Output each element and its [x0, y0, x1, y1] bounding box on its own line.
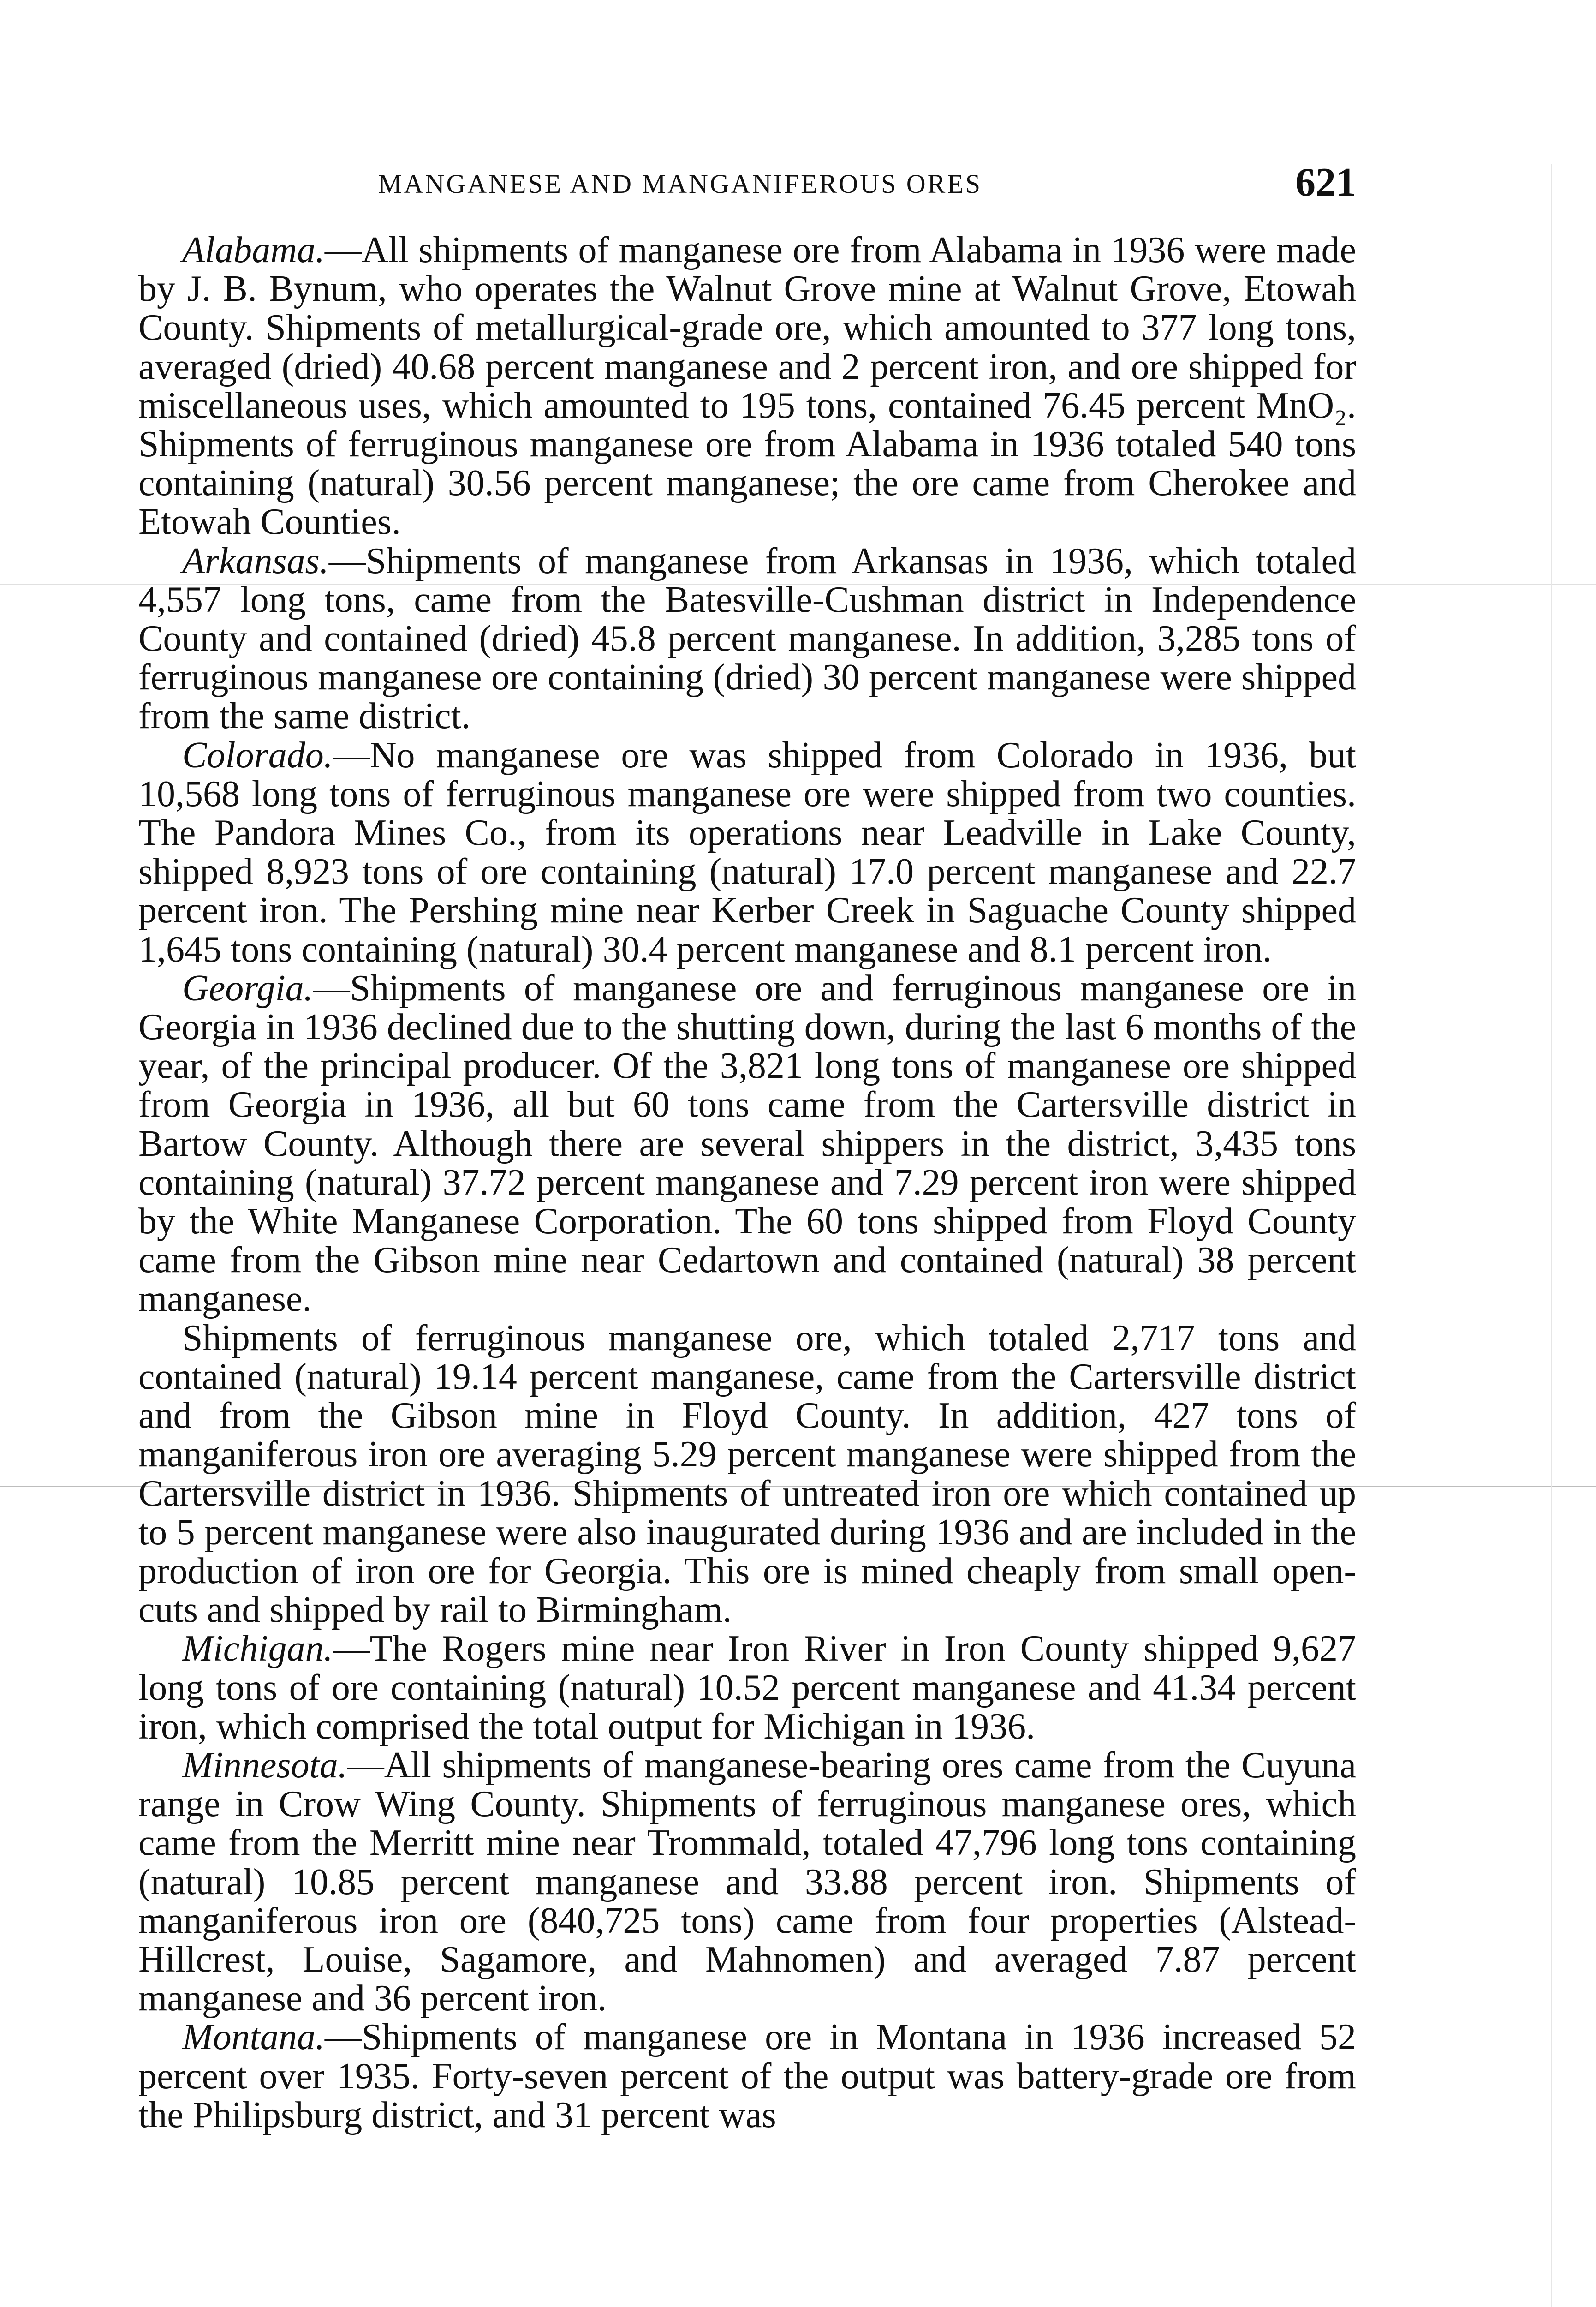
running-head [138, 159, 1356, 210]
paragraph-georgia [138, 969, 1356, 1319]
paragraph-lead: Alabama. [182, 230, 325, 270]
paragraph-lead: Montana. [182, 2017, 325, 2058]
body-text [138, 231, 1356, 2134]
paragraph-montana [138, 2018, 1356, 2134]
scan-edge-line [1551, 164, 1552, 2307]
paragraph-michigan [138, 1629, 1356, 1746]
paragraph-lead: Georgia. [182, 968, 313, 1009]
paragraph-text: —All shipments of manganese-bearing ores came from the Cuyuna range in Crow Wing County. Shipments of ferruginous manganese ores, which came from the Merritt mine near Trommald, totaled 47,796 long tons containing (natural) 10.85 percent manganese and 33.88 percent iron. Shipments of manganiferous iron ore (840,725 tons) came from four properties (Alstead-Hillcrest, Louise, Sagamore, and Mahnomen) and averaged 7.87 percent manganese and 36 percent iron. [138, 1745, 1356, 2019]
paragraph-minnesota [138, 1746, 1356, 2018]
paragraph-arkansas [138, 542, 1356, 736]
paragraph-text: —Shipments of manganese ore and ferruginous manganese ore in Georgia in 1936 declined due to the shutting down, during the last 6 months of the year, of the principal producer. Of the 3,821 long tons of manganese ore shipped from Georgia in 1936, all but 60 tons came from the Cartersville district in Bartow County. Although there are several shippers in the district, 3,435 tons containing (natural) 37.72 percent manganese and 7.29 percent iron were shipped by the White Manganese Corporation. The 60 tons shipped from Floyd County came from the Gibson mine near Cedartown and contained (natural) 38 percent manganese. [138, 968, 1356, 1320]
paragraph-lead: Michigan. [182, 1628, 333, 1669]
paragraph-text: —Shipments of manganese from Arkansas in 1936, which totaled 4,557 long tons, came from the Batesville-Cushman district in Independence County and contained (dried) 45.8 percent manganese. In addition, 3,285 tons of ferruginous manganese ore containing (dried) 30 percent manganese were shipped from the same district. [138, 540, 1356, 737]
running-title: MANGANESE AND MANGANIFEROUS ORES [378, 169, 983, 199]
paragraph-alabama [138, 231, 1356, 542]
paragraph-lead: Arkansas. [182, 540, 329, 581]
paragraph-lead: Minnesota. [182, 1745, 347, 1786]
page-number: 621 [1295, 160, 1356, 205]
paragraph-text: Shipments of ferruginous manganese ore, which totaled 2,717 tons and contained (natural) 19.14 percent manganese, came from the Cartersville district and from the Gibson mine in Floyd County. In addition, 427 tons of manganiferous iron ore averaging 5.29 percent manganese were shipped from the Cartersville district in 1936. Shipments of untreated iron ore which contained up to 5 percent manganese were also inaugurated during 1936 and are included in the production of iron ore for Georgia. This ore is mined cheaply from small open-cuts and shipped by rail to Birmingham. [138, 1317, 1356, 1631]
paragraph-text: —Shipments of manganese ore in Montana in 1936 increased 52 percent over 1935. Forty-seven percent of the output was battery-grade ore from the Philipsburg district, and 31 percent was [138, 2017, 1356, 2135]
paragraph-text: —The Rogers mine near Iron River in Iron County shipped 9,627 long tons of ore containing (natural) 10.52 percent manganese and 41.34 percent iron, which comprised the total output for Michigan in 1936. [138, 1628, 1356, 1747]
paragraph-georgia-continued [138, 1319, 1356, 1630]
paragraph-text: —No manganese ore was shipped from Colorado in 1936, but 10,568 long tons of ferruginous manganese ore were shipped from two counties. The Pandora Mines Co., from its operations near Leadville in Lake County, shipped 8,923 tons of ore containing (natural) 17.0 percent manganese and 22.7 percent iron. The Pershing mine near Kerber Creek in Saguache County shipped 1,645 tons containing (natural) 30.4 percent manganese and 8.1 percent iron. [138, 735, 1356, 970]
paragraph-lead: Colorado. [182, 735, 333, 776]
paragraph-text: —All shipments of manganese ore from Alabama in 1936 were made by J. B. Bynum, who operates the Walnut Grove mine at Walnut Grove, Etowah County. Shipments of metallurgical-grade ore, which amounted to 377 long tons, averaged (dried) 40.68 percent manganese and 2 percent iron, and ore shipped for miscellaneous uses, which amounted to 195 tons, contained 76.45 percent MnO₂. Shipments of ferruginous manganese ore from Alabama in 1936 totaled 540 tons containing (natural) 30.56 percent manganese; the ore came from Cherokee and Etowah Counties. [138, 230, 1356, 543]
paragraph-colorado [138, 736, 1356, 969]
